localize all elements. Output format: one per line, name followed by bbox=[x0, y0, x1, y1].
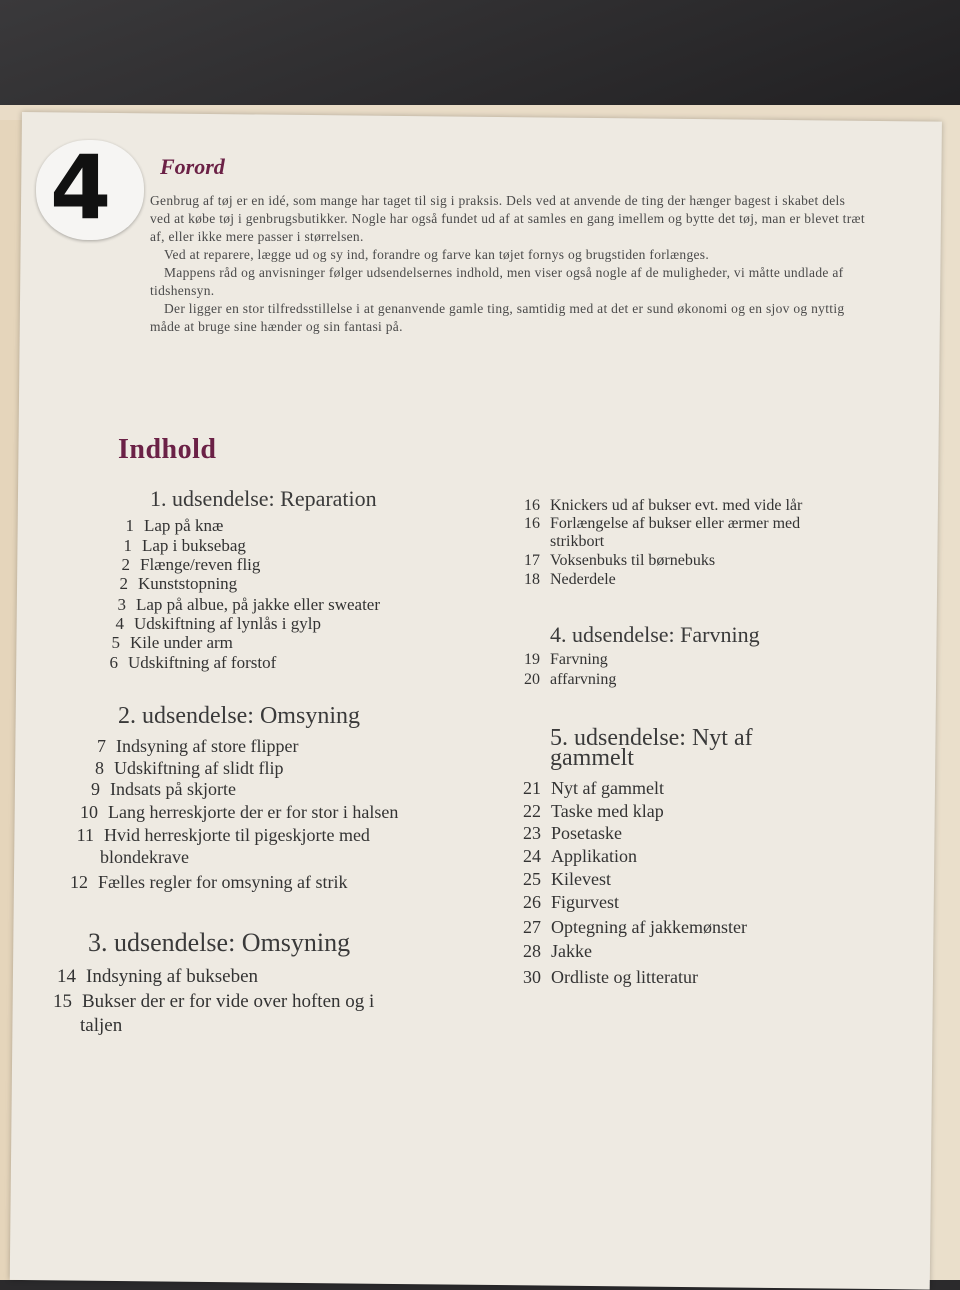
toc-item bbox=[119, 574, 238, 594]
forord-paragraph: Mappens råd og anvisninger følger udsendelsernes indhold, men viser også nogle af de muligheder, vi måtte undlade af tidshensyn. bbox=[150, 265, 844, 298]
toc-number: 19 bbox=[524, 651, 540, 668]
page-number-label: 4 bbox=[50, 136, 112, 239]
toc-item bbox=[123, 536, 246, 556]
toc-number: 24 bbox=[523, 846, 541, 866]
toc-number: 28 bbox=[523, 941, 541, 961]
toc-item-continued: taljen bbox=[80, 1015, 123, 1036]
toc-text: Udskiftning af lynlås i gylp bbox=[134, 614, 321, 633]
toc-item bbox=[121, 555, 261, 575]
toc-text: Lap på albue, på jakke eller sweater bbox=[136, 595, 381, 614]
toc-item bbox=[523, 967, 698, 988]
toc-text: Lap på knæ bbox=[144, 516, 224, 535]
toc-text: Fælles regler for omsyning af strik bbox=[98, 872, 348, 892]
toc-item bbox=[524, 671, 617, 689]
toc-item bbox=[524, 651, 608, 669]
toc-text: Lap i buksebag bbox=[142, 536, 246, 555]
forord-paragraph: Ved at reparere, lægge ud og sy ind, forandre og farve kan tøjet fornys og brugstiden forlænges. bbox=[164, 247, 710, 262]
section-title: 2. udsendelse: Omsyning bbox=[118, 703, 360, 729]
toc-number: 22 bbox=[523, 801, 541, 821]
toc-text: Flænge/reven flig bbox=[140, 555, 261, 574]
toc-number: 21 bbox=[523, 778, 541, 798]
toc-text: Kunststopning bbox=[138, 574, 238, 593]
toc-item bbox=[523, 778, 664, 799]
section-title: 1. udsendelse: Reparation bbox=[150, 486, 377, 511]
toc-item bbox=[53, 991, 375, 1013]
toc-text: Kilevest bbox=[551, 869, 611, 889]
toc-item bbox=[95, 758, 284, 779]
toc-item bbox=[91, 779, 236, 800]
toc-item bbox=[76, 825, 370, 846]
toc-number: 15 bbox=[53, 991, 72, 1012]
toc-text: Optegning af jakkemønster bbox=[551, 917, 747, 937]
toc-item bbox=[523, 941, 592, 962]
page-number-sticker bbox=[36, 136, 144, 240]
toc-number: 3 bbox=[117, 595, 126, 614]
toc-number: 14 bbox=[57, 966, 76, 987]
toc-number: 20 bbox=[524, 671, 540, 688]
toc-number: 2 bbox=[119, 574, 128, 593]
toc-text: Voksenbuks til børnebuks bbox=[550, 552, 716, 569]
toc-number: 9 bbox=[91, 779, 100, 799]
toc-item bbox=[111, 633, 233, 653]
toc-number: 16 bbox=[524, 497, 540, 514]
toc-number: 1 bbox=[123, 536, 132, 555]
toc-text: Kile under arm bbox=[130, 633, 233, 652]
toc-number: 16 bbox=[524, 515, 540, 532]
toc-text: Nederdele bbox=[550, 571, 616, 588]
toc-item bbox=[523, 869, 611, 890]
forord-paragraph: Genbrug af tøj er en idé, som mange har taget til sig i praksis. Dels ved at anvende de ting der hænger bagest i skabet dels ved at købe tøj i genbrugsbutikker. Nogle har også fundet ud af at samles en gang imellem og bytte det tøj, man er blevet træt af, eller ikke mere passer i størrelsen. bbox=[150, 193, 865, 244]
toc-text: Jakke bbox=[551, 941, 592, 961]
toc-item-continued: strikbort bbox=[550, 533, 605, 550]
toc-text: Forlængelse af bukser eller ærmer med bbox=[550, 515, 801, 532]
toc-item bbox=[97, 736, 299, 757]
toc-number: 25 bbox=[523, 869, 541, 889]
forord-text bbox=[150, 192, 868, 336]
toc-text: Posetaske bbox=[551, 823, 622, 843]
section-title: 3. udsendelse: Omsyning bbox=[88, 928, 351, 957]
toc-text: Hvid herreskjorte til pigeskjorte med bbox=[104, 825, 370, 845]
toc-text: Indsyning af store flipper bbox=[116, 736, 299, 756]
toc-number: 17 bbox=[524, 552, 540, 569]
toc-item bbox=[117, 595, 381, 615]
toc-number: 27 bbox=[523, 917, 541, 937]
toc-item bbox=[524, 571, 616, 589]
toc-text: affarvning bbox=[550, 671, 617, 688]
toc-text: Udskiftning af slidt flip bbox=[114, 758, 284, 778]
toc-number: 7 bbox=[97, 736, 106, 756]
toc-number: 11 bbox=[76, 825, 94, 845]
toc-item bbox=[524, 497, 803, 515]
toc-item-continued: blondekrave bbox=[100, 847, 189, 867]
toc-item bbox=[523, 892, 620, 913]
toc-text: Nyt af gammelt bbox=[551, 778, 664, 798]
toc-text: Knickers ud af bukser evt. med vide lår bbox=[550, 497, 803, 514]
toc-item bbox=[115, 614, 321, 634]
toc-number: 12 bbox=[70, 872, 88, 892]
section-title-continued: gammelt bbox=[550, 745, 634, 771]
toc-text: Ordliste og litteratur bbox=[551, 967, 698, 987]
toc-number: 26 bbox=[523, 892, 541, 912]
section-title: 5. udsendelse: Nyt af bbox=[550, 725, 753, 751]
toc-number: 4 bbox=[115, 614, 124, 633]
toc-text: Figurvest bbox=[551, 892, 620, 912]
toc-item bbox=[524, 552, 716, 570]
toc-text: Applikation bbox=[551, 846, 637, 866]
toc-number: 18 bbox=[524, 571, 540, 588]
indhold-heading: Indhold bbox=[118, 434, 217, 465]
toc-item bbox=[80, 802, 399, 823]
toc-item bbox=[524, 515, 801, 533]
forord-heading: Forord bbox=[160, 154, 225, 179]
toc-text: Indsyning af bukseben bbox=[86, 966, 259, 987]
toc-item bbox=[523, 823, 622, 844]
toc-text: Taske med klap bbox=[551, 801, 664, 821]
toc-text: Lang herreskjorte der er for stor i halsen bbox=[108, 802, 399, 822]
toc-text: Udskiftning af forstof bbox=[128, 653, 277, 672]
forord-paragraph: Der ligger en stor tilfredsstillelse i at genanvende gamle ting, samtidig med at det er sund økonomi og en sjov og nyttig måde at bruge sine hænder og sin fantasi på. bbox=[150, 301, 845, 334]
section-title: 4. udsendelse: Farvning bbox=[550, 622, 760, 647]
toc-number: 23 bbox=[523, 823, 541, 843]
toc-text: Bukser der er for vide over hoften og i bbox=[82, 991, 375, 1012]
toc-text: Farvning bbox=[550, 651, 608, 668]
toc-number: 10 bbox=[80, 802, 98, 822]
toc-number: 1 bbox=[125, 516, 134, 535]
toc-item bbox=[125, 516, 224, 536]
toc-text: Indsats på skjorte bbox=[110, 779, 236, 799]
toc-number: 5 bbox=[111, 633, 120, 652]
toc-number: 6 bbox=[109, 653, 118, 672]
toc-item bbox=[523, 801, 664, 822]
toc-item bbox=[523, 846, 637, 867]
toc-number: 2 bbox=[121, 555, 130, 574]
toc-item bbox=[109, 653, 277, 673]
toc-number: 8 bbox=[95, 758, 104, 778]
toc-number: 30 bbox=[523, 967, 541, 987]
toc-item bbox=[57, 966, 259, 988]
toc-item bbox=[70, 872, 348, 893]
toc-item bbox=[523, 917, 747, 938]
